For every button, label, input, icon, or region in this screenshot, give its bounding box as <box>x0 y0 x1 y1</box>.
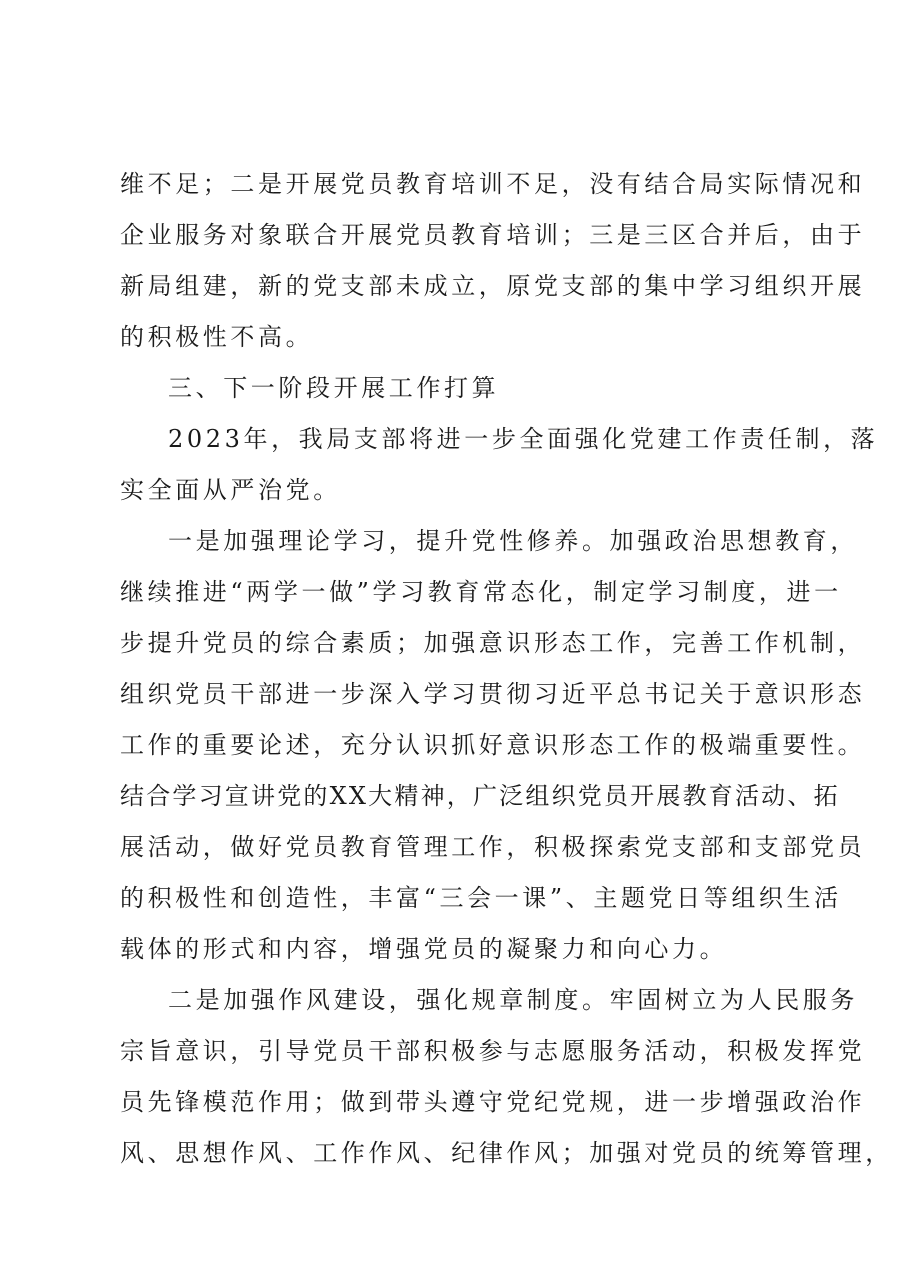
document-body <box>120 159 893 1179</box>
text-line: 继续推进“两学一做”学习教育常态化，制定学习制度，进一 <box>120 578 842 606</box>
text-line: 实全面从严治党。 <box>120 476 341 504</box>
text-line: 宗旨意识，引导党员干部积极参与志愿服务活动，积极发挥党 <box>120 1037 866 1065</box>
text-line: 组织党员干部进一步深入学习贯彻习近平总书记关于意识形态 <box>120 680 866 708</box>
text-line: 一是加强理论学习，提升党性修养。加强政治思想教育， <box>168 527 858 555</box>
text-line: 企业服务对象联合开展党员教育培训；三是三区合并后，由于 <box>120 221 866 249</box>
text-line: 的积极性不高。 <box>120 323 314 351</box>
text-line: 二是加强作风建设，强化规章制度。牢固树立为人民服务 <box>168 986 858 1014</box>
text-line: 2023年，我局支部将进一步全面强化党建工作责任制，落 <box>168 425 879 453</box>
text-line: 员先锋模范作用；做到带头遵守党纪党规，进一步增强政治作 <box>120 1088 866 1116</box>
text-line: 的积极性和创造性，丰富“三会一课”、主题党日等组织生活 <box>120 884 842 912</box>
text-line: 载体的形式和内容，增强党员的凝聚力和向心力。 <box>120 935 728 963</box>
text-line: 结合学习宣讲党的XX大精神，广泛组织党员开展教育活动、拓 <box>120 782 840 810</box>
text-line: 步提升党员的综合素质；加强意识形态工作，完善工作机制， <box>120 629 866 657</box>
text-line: 展活动，做好党员教育管理工作，积极探索党支部和支部党员 <box>120 833 866 861</box>
text-line: 风、思想作风、工作作风、纪律作风；加强对党员的统筹管理， <box>120 1139 893 1167</box>
section-heading: 三、下一阶段开展工作打算 <box>168 374 500 402</box>
text-line: 新局组建，新的党支部未成立，原党支部的集中学习组织开展 <box>120 272 866 300</box>
text-line: 维不足；二是开展党员教育培训不足，没有结合局实际情况和 <box>120 170 866 198</box>
text-line: 工作的重要论述，充分认识抓好意识形态工作的极端重要性。 <box>120 731 866 759</box>
